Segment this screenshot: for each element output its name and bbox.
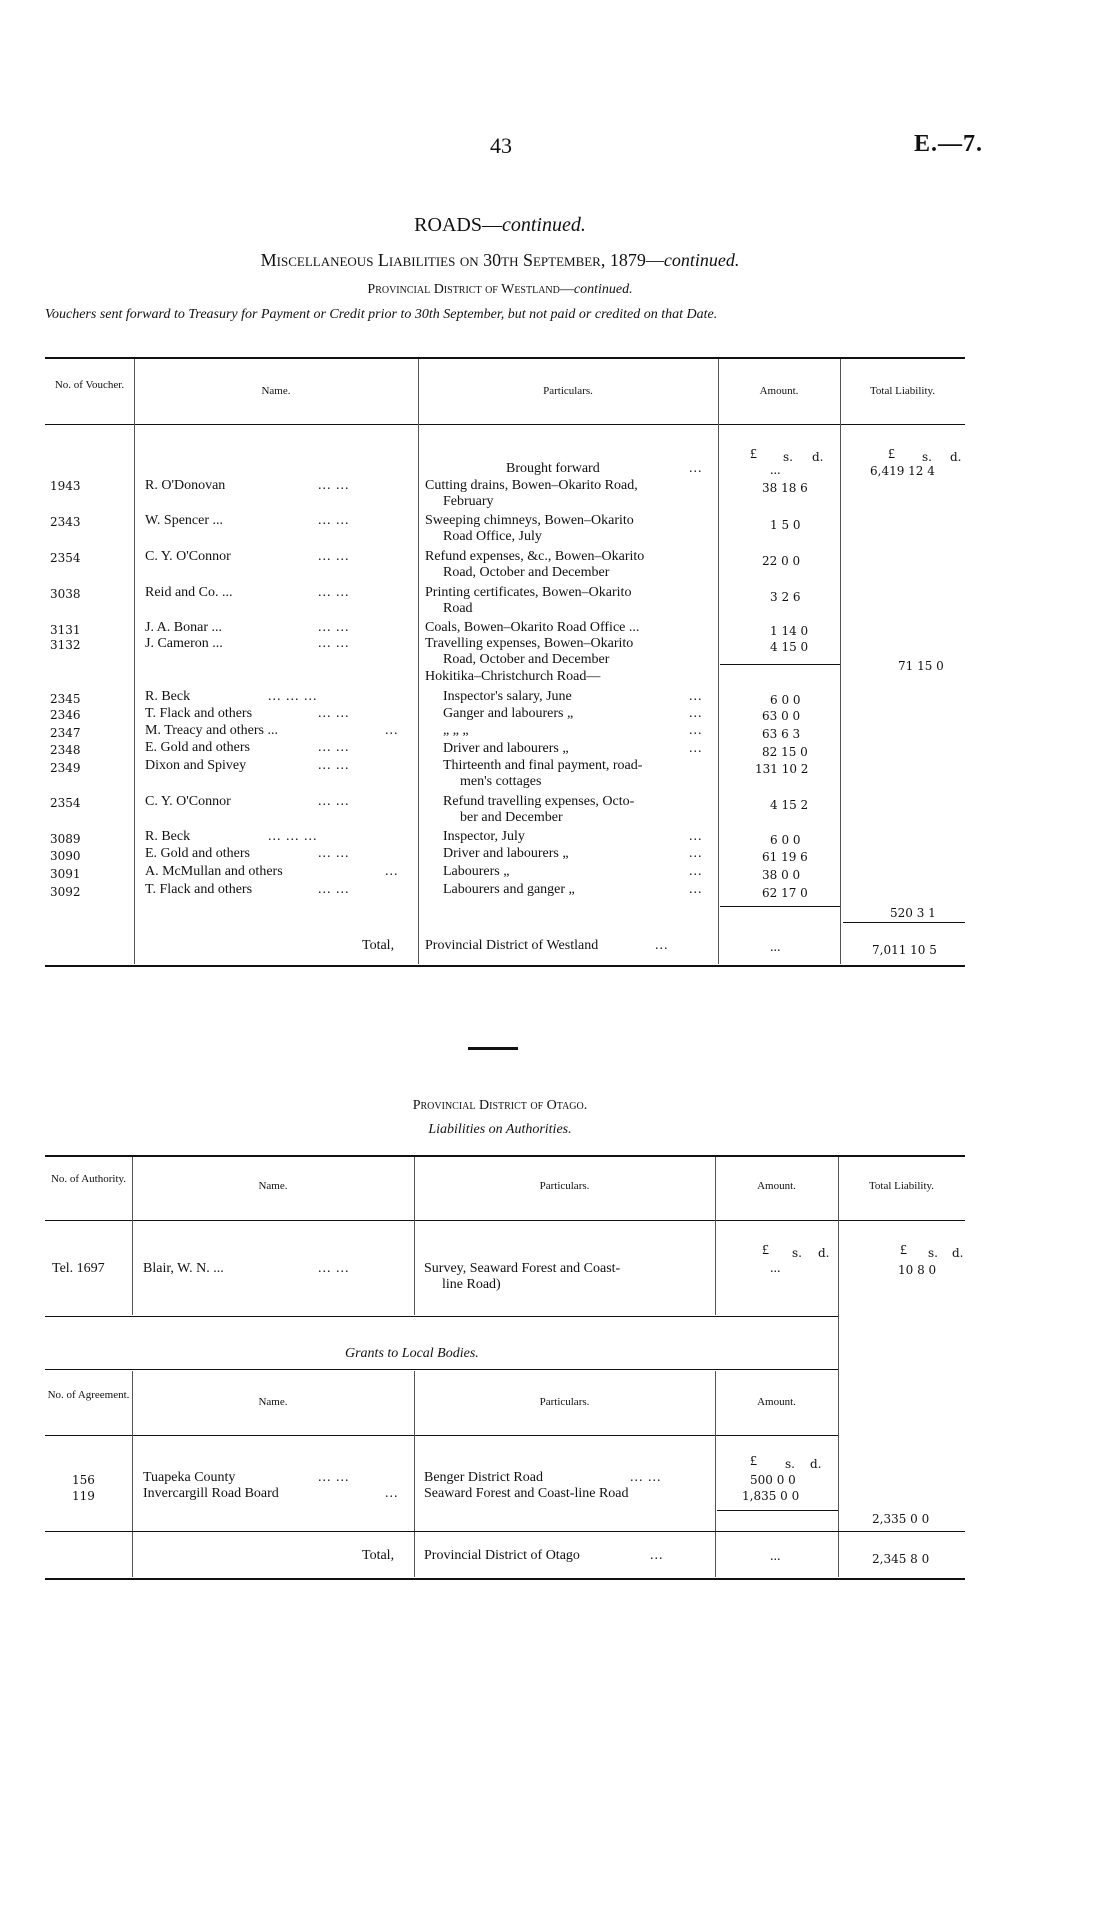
amount: 4 15 0 [770, 640, 809, 654]
amount: 500 0 0 [750, 1473, 796, 1487]
particulars-cont: Road Office, July [443, 529, 542, 544]
leader-dots: ... [689, 829, 703, 844]
leader-dots: ... [689, 689, 703, 704]
leader-dots: ... ... [318, 758, 350, 773]
amount-shillings-header: s. [785, 1457, 795, 1471]
payee-name: R. O'Donovan [145, 478, 226, 493]
grantee-name: Invercargill Road Board [143, 1486, 279, 1501]
voucher-number: 3132 [50, 638, 81, 652]
leader-dots: ... ... [318, 636, 350, 651]
amount: 38 0 0 [762, 868, 801, 882]
amount: 62 17 0 [762, 886, 808, 900]
amount: 3 2 6 [770, 590, 801, 604]
voucher-number: 3089 [50, 832, 81, 846]
subtotal-hokitika: 520 3 1 [890, 906, 936, 920]
payee-name: Blair, W. N. ... [143, 1261, 224, 1276]
voucher-number: 2354 [50, 551, 81, 565]
particulars-cont: Road [443, 601, 473, 616]
col-header-voucher: No. of Voucher. [54, 379, 125, 391]
leader-dots: ... ... [630, 1470, 662, 1485]
col-header-particulars: Particulars. [543, 385, 593, 397]
leader-dots: ... ... [318, 620, 350, 635]
grantee-name: Tuapeka County [143, 1470, 236, 1485]
voucher-number: 3091 [50, 867, 81, 881]
total-amount: ... [770, 1549, 781, 1564]
leader-dots: ... [689, 864, 703, 879]
section-title-continued: continued. [501, 214, 586, 236]
col-divider [838, 1157, 839, 1577]
col-header-amount: Amount. [757, 1180, 796, 1192]
particulars-cont: ber and December [460, 810, 563, 825]
leader-dots: ... [689, 706, 703, 721]
amount-pence-header: d. [818, 1246, 830, 1260]
amount: 63 6 3 [762, 727, 801, 741]
payee-name: R. Beck [145, 689, 191, 704]
district-title-continued: continued. [573, 282, 633, 297]
payee-name: M. Treacy and others ... [145, 723, 278, 738]
leader-dots: ... [689, 846, 703, 861]
payee-name: J. A. Bonar ... [145, 620, 222, 635]
amount: 1,835 0 0 [742, 1489, 800, 1503]
particulars: Ganger and labourers „ [443, 706, 574, 721]
col-header-agreement: No. of Agreement. [47, 1389, 130, 1401]
total-particulars: Provincial District of Westland [425, 938, 599, 953]
leader-dots: ... ... [318, 1470, 350, 1485]
paper-id: E.—7. [914, 131, 984, 157]
leader-dots: ... [689, 882, 703, 897]
particulars: Coals, Bowen–Okarito Road Office ... [425, 620, 640, 635]
col-header-name: Name. [258, 1396, 288, 1408]
amount-subtotal-rule [720, 664, 840, 665]
leader-dots: ... ... [318, 549, 350, 564]
payee-name: W. Spencer ... [145, 513, 224, 528]
hokitika-heading: Hokitika–Christchurch Road— [425, 669, 601, 684]
particulars: Printing certificates, Bowen–Okarito [425, 585, 632, 600]
leader-dots: ... [385, 864, 399, 879]
payee-name: Reid and Co. ... [145, 585, 233, 600]
particulars: Sweeping chimneys, Bowen–Okarito [425, 513, 634, 528]
subsection-title-text: Miscellaneous Liabilities on 30th September, 1879— [260, 250, 664, 270]
payee-name: A. McMullan and others [145, 864, 283, 879]
payee-name: E. Gold and others [145, 846, 250, 861]
leader-dots: ... ... [318, 706, 350, 721]
total-shillings-header: s. [922, 450, 932, 464]
col-divider [134, 359, 135, 964]
particulars-cont: men's cottages [460, 774, 542, 789]
voucher-number: 2354 [50, 796, 81, 810]
particulars-cont: February [443, 494, 494, 509]
voucher-number: 3131 [50, 623, 81, 637]
payee-name: Dixon and Spivey [145, 758, 247, 773]
col-header-name: Name. [261, 385, 291, 397]
total-label: Total, [362, 938, 395, 953]
amount-shillings-header: s. [792, 1246, 802, 1260]
particulars: Benger District Road [424, 1470, 543, 1485]
row-rule [45, 1531, 965, 1532]
leader-dots: ... [385, 1486, 399, 1501]
col-header-particulars: Particulars. [539, 1396, 590, 1408]
payee-name: R. Beck [145, 829, 191, 844]
leader-dots: ... ... [318, 846, 350, 861]
grants-heading: Grants to Local Bodies. [345, 1346, 479, 1361]
particulars-cont: Road, October and December [443, 652, 610, 667]
payee-name: C. Y. O'Connor [145, 549, 231, 564]
section-title-text: ROADS— [414, 214, 502, 236]
table-top-rule [45, 357, 965, 359]
leader-dots: ... ... ... [268, 689, 318, 704]
subsection-title [0, 250, 1000, 271]
total-pence-header: d. [952, 1246, 964, 1260]
particulars: Seaward Forest and Coast-line Road [424, 1486, 629, 1501]
particulars: Refund expenses, &c., Bowen–Okarito [425, 549, 645, 564]
amount: 38 18 6 [762, 481, 808, 495]
header-bottom-rule [45, 424, 965, 425]
amount: 6 0 0 [770, 833, 801, 847]
voucher-number: 1943 [50, 479, 81, 493]
amount: 4 15 2 [770, 798, 809, 812]
amount: 82 15 0 [762, 745, 808, 759]
brought-forward-amount: ... [770, 463, 781, 478]
amount-subtotal-rule [717, 1510, 838, 1511]
payee-name: E. Gold and others [145, 740, 250, 755]
leader-dots: ... ... [318, 478, 350, 493]
voucher-number: 2345 [50, 692, 81, 706]
district-title [0, 282, 1000, 298]
particulars: „ „ „ [443, 723, 469, 738]
amount-pounds-header: £ [762, 1243, 769, 1258]
section-divider [468, 1047, 518, 1050]
amount-subtotal-rule [720, 906, 840, 907]
particulars-cont: line Road) [442, 1277, 501, 1292]
particulars: Survey, Seaward Forest and Coast- [424, 1261, 621, 1276]
district-title-text: Provincial District of Westland— [367, 282, 574, 297]
grants-subtotal: 2,335 0 0 [872, 1512, 930, 1526]
agreement-number: 156 [72, 1473, 95, 1487]
col-divider [718, 359, 719, 964]
row-rule [45, 1316, 838, 1317]
header-bottom-rule [45, 1435, 838, 1436]
col-header-amount: Amount. [759, 385, 799, 397]
voucher-number: 2347 [50, 726, 81, 740]
total-label: Total, [362, 1548, 395, 1563]
payee-name: J. Cameron ... [145, 636, 223, 651]
leader-dots: ... [689, 741, 703, 756]
particulars: Driver and labourers „ [443, 846, 569, 861]
col-divider [840, 359, 841, 964]
amount-pounds-header: £ [750, 447, 757, 462]
particulars: Cutting drains, Bowen–Okarito Road, [425, 478, 638, 493]
leader-dots: ... ... [318, 740, 350, 755]
leader-dots: ... [655, 938, 669, 953]
col-header-particulars: Particulars. [539, 1180, 590, 1192]
amount-pence-header: d. [810, 1457, 822, 1471]
leader-dots: ... [385, 723, 399, 738]
amount-shillings-header: s. [783, 450, 793, 464]
col-header-total: Total Liability. [869, 385, 936, 397]
leader-dots: ... ... [318, 513, 350, 528]
amount: 22 0 0 [762, 554, 801, 568]
amount: 63 0 0 [762, 709, 801, 723]
payee-name: T. Flack and others [145, 706, 253, 721]
particulars: Inspector, July [443, 829, 525, 844]
total-amount: ... [770, 940, 781, 955]
voucher-number: 3092 [50, 885, 81, 899]
payee-name: T. Flack and others [145, 882, 253, 897]
particulars-cont: Road, October and December [443, 565, 610, 580]
brought-forward-label: Brought forward [506, 461, 600, 476]
amount: 6 0 0 [770, 693, 801, 707]
col-header-authority: No. of Authority. [50, 1173, 127, 1185]
vouchers-note: Vouchers sent forward to Treasury for Payment or Credit prior to 30th September, but not paid or credited on that Date. [45, 307, 718, 322]
otago-grand-total: 2,345 8 0 [872, 1552, 930, 1566]
col-header-name: Name. [258, 1180, 288, 1192]
table-bottom-rule [45, 965, 965, 967]
voucher-number: 3090 [50, 849, 81, 863]
brought-forward-total: 6,419 12 4 [870, 464, 935, 478]
total-pounds-header: £ [888, 447, 895, 462]
col-header-amount: Amount. [757, 1396, 796, 1408]
total-particulars: Provincial District of Otago [424, 1548, 580, 1563]
voucher-number: 3038 [50, 587, 81, 601]
amount-pence-header: d. [812, 450, 824, 464]
particulars: Labourers „ [443, 864, 510, 879]
table-top-rule [45, 1369, 838, 1370]
total-pence-header: d. [950, 450, 962, 464]
amount: 131 10 2 [755, 762, 809, 776]
total-subtotal-rule [843, 922, 965, 923]
leader-dots: ... ... [318, 794, 350, 809]
amount: 1 14 0 [770, 624, 809, 638]
total-liability: 10 8 0 [898, 1263, 937, 1277]
table-top-rule [45, 1155, 965, 1157]
leader-dots: ... ... [318, 882, 350, 897]
col-header-total: Total Liability. [868, 1180, 935, 1192]
leader-dots: ... ... [318, 1261, 350, 1276]
authority-number: Tel. 1697 [52, 1261, 105, 1276]
page-number: 43 [490, 133, 512, 158]
total-shillings-header: s. [928, 1246, 938, 1260]
leader-dots: ... [689, 723, 703, 738]
voucher-number: 2349 [50, 761, 81, 775]
section-title [0, 214, 1000, 237]
westland-grand-total: 7,011 10 5 [872, 943, 937, 957]
voucher-number: 2346 [50, 708, 81, 722]
subtotal-bowen-okarito: 71 15 0 [898, 659, 944, 673]
particulars: Refund travelling expenses, Octo- [443, 794, 635, 809]
amount: 1 5 0 [770, 518, 801, 532]
amount-pounds-header: £ [750, 1454, 757, 1469]
payee-name: C. Y. O'Connor [145, 794, 231, 809]
particulars: Inspector's salary, June [443, 689, 572, 704]
agreement-number: 119 [72, 1489, 95, 1503]
amount: ... [770, 1261, 781, 1276]
header-bottom-rule [45, 1220, 965, 1221]
col-divider [418, 359, 419, 964]
brought-forward-dots: ... [689, 461, 703, 476]
particulars: Thirteenth and final payment, road- [443, 758, 643, 773]
subsection-title-continued: continued. [663, 250, 740, 270]
otago-heading: Provincial District of Otago. [412, 1098, 588, 1113]
total-pounds-header: £ [900, 1243, 907, 1258]
otago-subheading: Liabilities on Authorities. [428, 1122, 572, 1137]
leader-dots: ... ... ... [268, 829, 318, 844]
leader-dots: ... ... [318, 585, 350, 600]
particulars: Travelling expenses, Bowen–Okarito [425, 636, 634, 651]
particulars: Driver and labourers „ [443, 741, 569, 756]
voucher-number: 2343 [50, 515, 81, 529]
table-bottom-rule [45, 1578, 965, 1580]
voucher-number: 2348 [50, 743, 81, 757]
amount: 61 19 6 [762, 850, 808, 864]
particulars: Labourers and ganger „ [443, 882, 575, 897]
leader-dots: ... [650, 1548, 664, 1563]
